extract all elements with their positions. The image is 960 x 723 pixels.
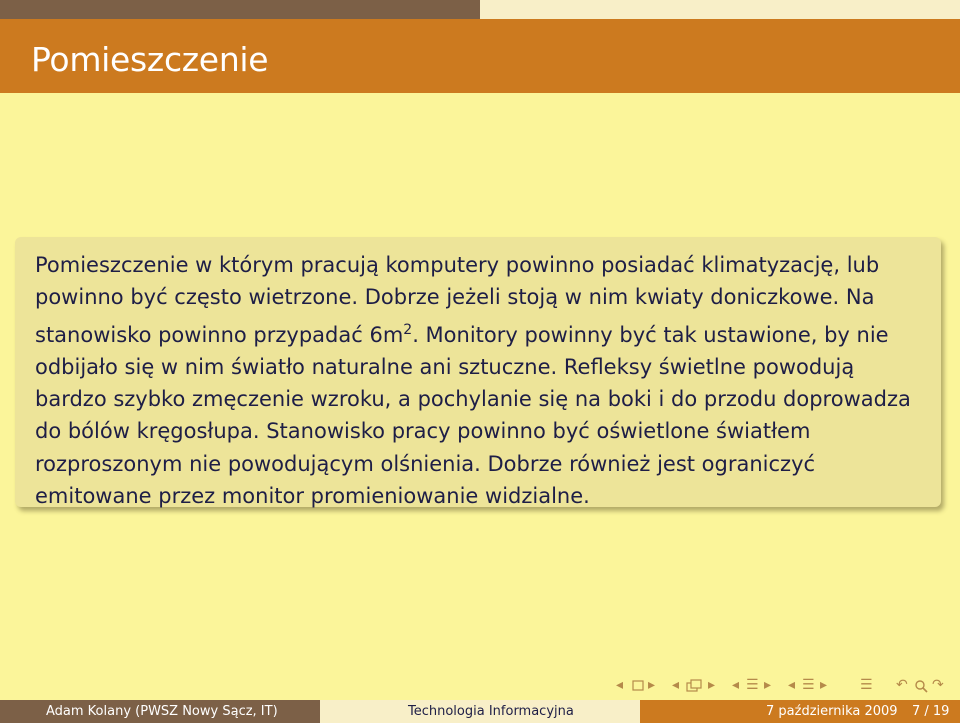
footer-title-cell: [320, 700, 640, 723]
back-icon[interactable]: ↶: [896, 677, 908, 693]
footer-author-cell: [0, 700, 320, 723]
superscript: 2: [403, 321, 413, 338]
footer-page-number: 7 / 19: [912, 704, 950, 719]
navigation-bar: [610, 677, 960, 699]
slide-title: Pomieszczenie: [31, 40, 269, 79]
footer-date: 7 października 2009: [766, 704, 898, 719]
forward-icon[interactable]: ↷: [932, 677, 944, 693]
section-box-icon[interactable]: ☰: [746, 677, 759, 693]
footer-date-cell: [640, 700, 960, 723]
block-text: [35, 249, 925, 512]
top-bar-right: [480, 0, 960, 19]
search-icon[interactable]: [914, 679, 928, 693]
frame-next-icon[interactable]: ▸: [648, 677, 656, 693]
top-bar: [0, 0, 960, 19]
section-next-icon[interactable]: ▸: [764, 677, 772, 693]
doc-next-icon[interactable]: ▸: [820, 677, 828, 693]
frame-box-icon[interactable]: [632, 680, 644, 692]
doc-prev-icon[interactable]: ◂: [788, 677, 796, 693]
footer: [0, 700, 960, 723]
top-bar-left: [0, 0, 480, 19]
toc-icon[interactable]: ☰: [860, 677, 873, 693]
block-text-start: Pomieszczenie w którym pracują komputery powinno posiadać klimatyzację, lub powinno być często wietrzone. Dobrze jeżeli stoją w nim kwiaty doniczkowe. Na stanowisko powinno przypadać 6m: [35, 253, 880, 347]
content-block: [15, 237, 941, 507]
footer-author: Adam Kolany (PWSZ Nowy Sącz, IT): [46, 704, 278, 719]
subsection-prev-icon[interactable]: ◂: [672, 677, 680, 693]
section-prev-icon[interactable]: ◂: [732, 677, 740, 693]
subsection-box-icon[interactable]: [686, 679, 706, 693]
frame-prev-icon[interactable]: ◂: [616, 677, 624, 693]
footer-title: Technologia Informacyjna: [408, 704, 574, 719]
subsection-next-icon[interactable]: ▸: [708, 677, 716, 693]
block-text-end: . Monitory powinny być tak ustawione, by nie odbijało się w nim światło naturalne ani sztuczne. Refleksy świetlne powodują bardzo szybko zmęczenie wzroku, a pochylanie się na boki i do przodu doprowadza do bólów kręgosłupa. Stanowisko pracy powinno być oświetlone światłem rozproszonym nie powodującym olśnienia. Dobrze również jest ograniczyć emitowane przez monitor promieniowanie widzialne.: [35, 322, 911, 509]
doc-box-icon[interactable]: ☰: [802, 677, 815, 693]
